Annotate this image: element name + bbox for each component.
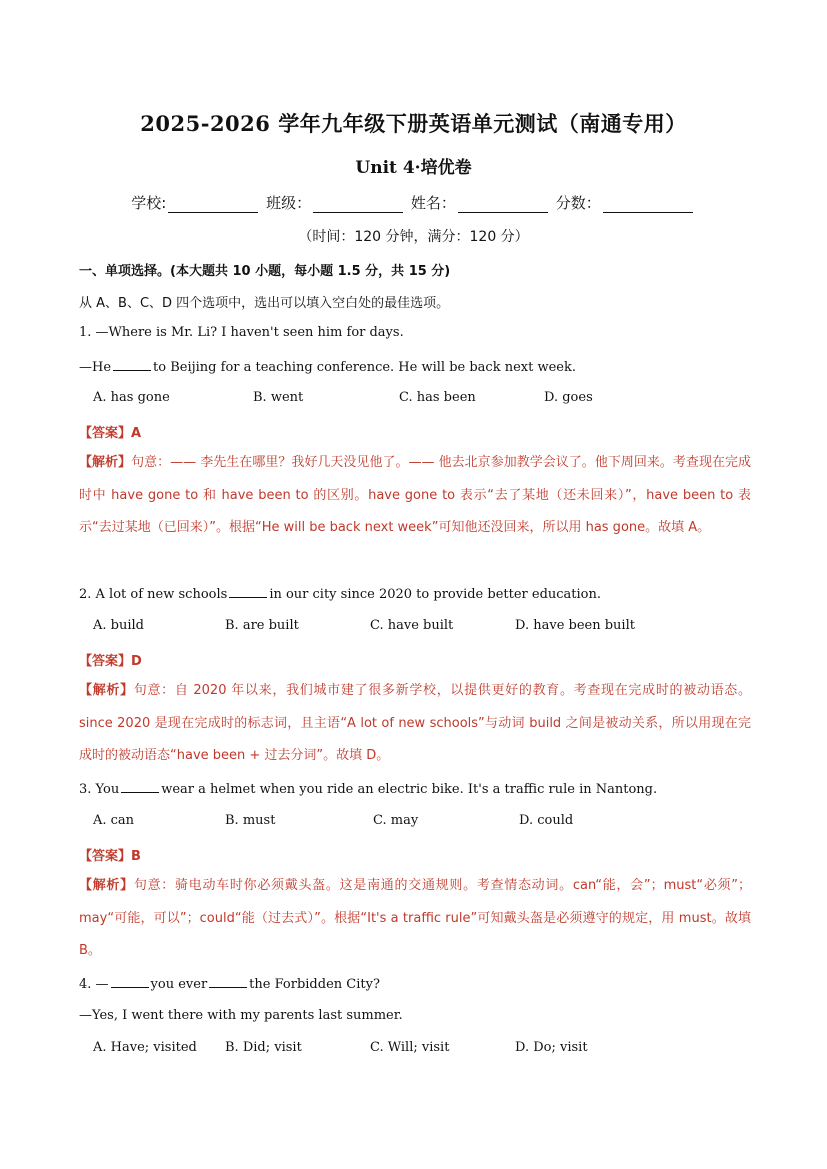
q1-answer-value: A — [131, 426, 142, 441]
q2-answer-value: D — [131, 654, 142, 669]
class-label: 班级： — [266, 194, 312, 212]
q1-response-end: to Beijing for a teaching conference. He will be back next week. — [153, 360, 576, 375]
question-3-stem — [79, 780, 657, 797]
q4-stem-mid: you ever — [150, 977, 208, 992]
score-blank — [603, 198, 693, 213]
q2-explanation — [79, 675, 751, 773]
q3-stem-start: 3. You — [79, 782, 120, 797]
q1-explain-text: 句意：—— 李先生在哪里？我好几天没见他了。—— 他去北京参加教学会议了。他下周回来。考查现在完成时中 have gone to 和 have been to 的区别。have gone to 表示“去了某地（还未回来）”，have been to 表示“去过某地（已回来）”。根据“He will be back next week”可知他还没回来，所以用 has gone。故填 A。 — [79, 455, 751, 535]
q1-explanation — [79, 447, 751, 545]
q2-stem-start: 2. A lot of new schools — [79, 587, 228, 602]
q3-option-a: A. can — [93, 813, 135, 828]
question-1-response — [79, 358, 576, 375]
q2-stem-end: in our city since 2020 to provide better education. — [269, 587, 602, 602]
q2-answer-tag: 【答案】 — [79, 654, 132, 669]
q1-explain-tag: 【解析】 — [79, 455, 132, 470]
q4-option-b: B. Did; visit — [225, 1040, 302, 1055]
q3-option-c: C. may — [373, 813, 419, 828]
q2-answer — [79, 650, 142, 669]
q2-explain-tag: 【解析】 — [79, 683, 134, 698]
q3-blank — [121, 780, 159, 793]
school-blank — [168, 198, 258, 213]
q3-explain-text: 句意：骑电动车时你必须戴头盔。这是南通的交通规则。考查情态动词。can“能，会”；must“必须”；may“可能，可以”；could“能（过去式）”。根据“It's a traffic rule”可知戴头盔是必须遵守的规定，用 must。故填 B。 — [79, 878, 751, 958]
q2-option-a: A. build — [93, 618, 144, 633]
q2-explain-text: 句意：自 2020 年以来，我们城市建了很多新学校，以提供更好的教育。考查现在完成时的被动语态。since 2020 是现在完成时的标志词，且主语“A lot of new schools”与动词 build 之间是被动关系，所以用现在完成时的被动语态“have been + 过去分词”。故填 D。 — [79, 683, 751, 763]
q3-stem-end: wear a helmet when you ride an electric bike. It's a traffic rule in Nantong. — [161, 782, 658, 797]
score-label: 分数： — [555, 194, 601, 212]
exam-title: 2025-2026 学年九年级下册英语单元测试（南通专用） — [140, 111, 687, 136]
q4-stem-end: the Forbidden City? — [249, 977, 380, 992]
q3-answer-value: B — [131, 849, 141, 864]
q1-option-a: A. has gone — [93, 390, 170, 405]
q2-blank — [229, 585, 267, 598]
question-2-stem — [79, 585, 601, 602]
q3-explanation — [79, 870, 751, 968]
q2-option-c: C. have built — [370, 618, 454, 633]
q1-option-d: D. goes — [544, 390, 593, 405]
q1-answer — [79, 422, 141, 441]
q4-option-d: D. Do; visit — [515, 1040, 588, 1055]
section-heading: 一、单项选择。(本大题共 10 小题，每小题 1.5 分，共 15 分) — [79, 264, 451, 279]
q1-answer-tag: 【答案】 — [79, 426, 132, 441]
question-4-response: —Yes, I went there with my parents last summer. — [79, 1008, 403, 1023]
q1-option-b: B. went — [253, 390, 304, 405]
q2-option-b: B. are built — [225, 618, 299, 633]
q4-stem-start: 4. — — [79, 977, 109, 992]
q1-response-start: —He — [79, 360, 112, 375]
q3-answer — [79, 845, 141, 864]
section-instruction: 从 A、B、C、D 四个选项中，选出可以填入空白处的最佳选项。 — [79, 296, 450, 311]
q4-blank-1 — [111, 975, 149, 988]
q3-explain-tag: 【解析】 — [79, 878, 134, 893]
q3-option-d: D. could — [519, 813, 574, 828]
name-blank — [458, 198, 548, 213]
exam-subtitle: Unit 4·培优卷 — [355, 158, 472, 178]
q4-option-a: A. Have; visited — [93, 1040, 197, 1055]
q4-blank-2 — [209, 975, 247, 988]
q3-option-b: B. must — [225, 813, 276, 828]
q1-blank — [113, 358, 151, 371]
school-label: 学校: — [131, 194, 167, 212]
class-blank — [313, 198, 403, 213]
q3-answer-tag: 【答案】 — [79, 849, 132, 864]
question-4-stem — [79, 975, 380, 992]
q1-option-c: C. has been — [399, 390, 476, 405]
time-limit: （时间：120 分钟，满分：120 分） — [298, 229, 529, 245]
q2-option-d: D. have been built — [515, 618, 635, 633]
student-info-line — [0, 192, 827, 213]
question-1-stem: 1. —Where is Mr. Li? I haven't seen him for days. — [79, 325, 404, 340]
name-label: 姓名： — [410, 194, 456, 212]
q4-option-c: C. Will; visit — [370, 1040, 450, 1055]
